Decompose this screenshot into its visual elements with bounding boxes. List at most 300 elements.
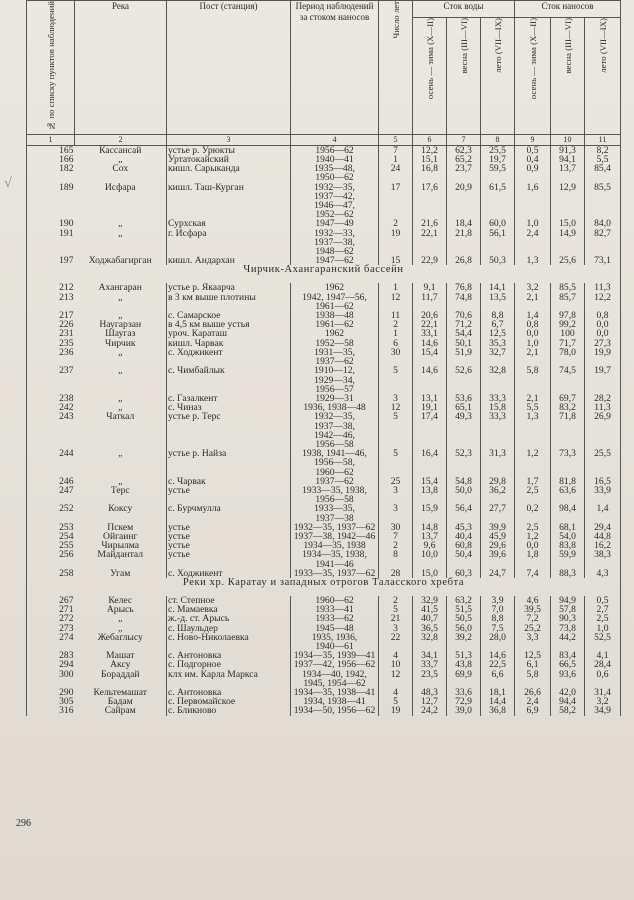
section-title: Реки хр. Каратау и западных отрогов Таласского хребта bbox=[27, 578, 621, 596]
sediment-summer: 84,0 bbox=[585, 219, 621, 228]
sediment-summer: 4,1 bbox=[585, 651, 621, 660]
period: 1960—62 bbox=[291, 596, 379, 605]
sediment-autumn-winter bbox=[515, 422, 551, 431]
water-spring: 60,3 bbox=[447, 569, 481, 578]
river: Ахангаран bbox=[98, 282, 142, 294]
water-summer bbox=[481, 201, 515, 210]
sediment-summer: 12,2 bbox=[585, 293, 621, 302]
sediment-summer: 82,7 bbox=[585, 229, 621, 238]
water-summer: 50,3 bbox=[481, 256, 515, 265]
period: 1948—62 bbox=[291, 247, 379, 256]
river bbox=[75, 238, 167, 247]
point-number: 252 bbox=[27, 504, 75, 513]
sediment-spring: 94,9 bbox=[551, 596, 585, 605]
water-summer: 36,8 bbox=[481, 706, 515, 715]
sediment-summer: 34,9 bbox=[585, 706, 621, 715]
water-summer: 36,2 bbox=[481, 486, 515, 495]
period: 1956—58, bbox=[291, 458, 379, 467]
river: Коксу bbox=[108, 503, 133, 515]
river: Кассансай bbox=[99, 144, 142, 156]
column-number: 10 bbox=[551, 134, 585, 145]
water-spring: 39,2 bbox=[447, 633, 481, 642]
point-number: 258 bbox=[27, 569, 75, 578]
river: Чирылма bbox=[101, 540, 140, 552]
sediment-summer: 1,4 bbox=[585, 504, 621, 513]
point-number: 294 bbox=[27, 660, 75, 669]
water-spring: 53,6 bbox=[447, 394, 481, 403]
station: ст. Степное bbox=[167, 596, 291, 605]
period: 1945—48 bbox=[291, 624, 379, 633]
sediment-autumn-winter bbox=[515, 238, 551, 247]
river bbox=[75, 201, 167, 210]
header-col7: весна (III—VI) bbox=[458, 18, 469, 74]
page-number: 296 bbox=[16, 818, 31, 829]
water-summer: 14,4 bbox=[481, 697, 515, 706]
column-number-row bbox=[27, 134, 621, 145]
station: Сурхская bbox=[167, 219, 291, 228]
sediment-summer: 0,0 bbox=[585, 320, 621, 329]
water-autumn-winter: 10,0 bbox=[413, 550, 447, 559]
header-col10: весна (III—VI) bbox=[562, 18, 573, 74]
water-autumn-winter: 12,7 bbox=[413, 697, 447, 706]
water-spring bbox=[447, 238, 481, 247]
sediment-autumn-winter: 3,2 bbox=[515, 283, 551, 292]
water-summer: 29,6 bbox=[481, 541, 515, 550]
station: устье bbox=[167, 523, 291, 532]
river bbox=[75, 422, 167, 431]
header-col1: № по списку пунктов наблюдений bbox=[45, 1, 56, 131]
table-row bbox=[27, 458, 621, 467]
sediment-summer: 26,9 bbox=[585, 412, 621, 421]
sediment-autumn-winter: 12,5 bbox=[515, 651, 551, 660]
period: 1937—38, bbox=[291, 422, 379, 431]
sediment-autumn-winter: 2,4 bbox=[515, 229, 551, 238]
river: Жебаглысу bbox=[97, 631, 143, 643]
water-summer: 8,8 bbox=[481, 311, 515, 320]
river: „ bbox=[118, 154, 123, 166]
sediment-autumn-winter: 2,1 bbox=[515, 293, 551, 302]
years: 5 bbox=[379, 449, 413, 458]
sediment-summer bbox=[585, 192, 621, 201]
water-spring: 65,1 bbox=[447, 403, 481, 412]
water-autumn-winter bbox=[413, 458, 447, 467]
water-summer: 60,0 bbox=[481, 219, 515, 228]
period: 1937—38, bbox=[291, 238, 379, 247]
sediment-summer: 29,4 bbox=[585, 523, 621, 532]
water-summer: 19,7 bbox=[481, 155, 515, 164]
river: Чирчик bbox=[104, 337, 136, 349]
point-number: 165 bbox=[27, 145, 75, 155]
years bbox=[379, 458, 413, 467]
header-col5: Число лет bbox=[390, 1, 401, 39]
water-autumn-winter: 16,4 bbox=[413, 449, 447, 458]
sediment-spring: 54,0 bbox=[551, 532, 585, 541]
water-autumn-winter: 22,1 bbox=[413, 229, 447, 238]
point-number: 166 bbox=[27, 155, 75, 164]
sediment-summer: 4,3 bbox=[585, 569, 621, 578]
water-autumn-winter: 24,2 bbox=[413, 706, 447, 715]
years: 3 bbox=[379, 504, 413, 513]
water-spring: 65,2 bbox=[447, 155, 481, 164]
water-autumn-winter: 32,8 bbox=[413, 633, 447, 642]
sediment-autumn-winter: 3,3 bbox=[515, 633, 551, 642]
water-autumn-winter: 21,6 bbox=[413, 219, 447, 228]
sediment-autumn-winter: 2,5 bbox=[515, 486, 551, 495]
period: 1950—62 bbox=[291, 173, 379, 182]
water-autumn-winter: 13,8 bbox=[413, 486, 447, 495]
water-summer: 59,5 bbox=[481, 164, 515, 173]
water-spring: 76,8 bbox=[447, 283, 481, 292]
water-summer: 7,5 bbox=[481, 624, 515, 633]
river: „ bbox=[118, 475, 123, 487]
point-number: 191 bbox=[27, 229, 75, 238]
sediment-spring: 71,7 bbox=[551, 339, 585, 348]
river: Бораддай bbox=[100, 668, 140, 680]
header-col9: осень — зима (X—II) bbox=[527, 18, 538, 100]
point-number: 217 bbox=[27, 311, 75, 320]
sediment-spring: 88,3 bbox=[551, 569, 585, 578]
sediment-autumn-winter: 7,4 bbox=[515, 569, 551, 578]
station bbox=[167, 247, 291, 256]
table-row bbox=[27, 486, 621, 495]
point-number: 246 bbox=[27, 477, 75, 486]
years: 10 bbox=[379, 660, 413, 669]
years: 4 bbox=[379, 651, 413, 660]
sediment-autumn-winter: 6,1 bbox=[515, 660, 551, 669]
water-spring: 70,6 bbox=[447, 311, 481, 320]
sediment-spring: 85,7 bbox=[551, 293, 585, 302]
water-spring: 63,2 bbox=[447, 596, 481, 605]
sediment-autumn-winter: 0,8 bbox=[515, 320, 551, 329]
station bbox=[167, 201, 291, 210]
sediment-spring: 42,0 bbox=[551, 688, 585, 697]
sediment-summer: 5,5 bbox=[585, 155, 621, 164]
period: 1952—62 bbox=[291, 210, 379, 219]
sediment-summer: 85,5 bbox=[585, 183, 621, 192]
station bbox=[167, 468, 291, 477]
water-autumn-winter: 33,7 bbox=[413, 660, 447, 669]
point-number: 305 bbox=[27, 697, 75, 706]
sediment-spring: 71,8 bbox=[551, 412, 585, 421]
station: ж.-д. ст. Арысь bbox=[167, 614, 291, 623]
years: 7 bbox=[379, 532, 413, 541]
period: 1962 bbox=[291, 283, 379, 292]
station bbox=[167, 385, 291, 394]
point-number: 244 bbox=[27, 449, 75, 458]
years: 17 bbox=[379, 183, 413, 192]
sediment-summer bbox=[585, 422, 621, 431]
years: 24 bbox=[379, 164, 413, 173]
sediment-autumn-winter: 2,5 bbox=[515, 523, 551, 532]
sediment-spring bbox=[551, 201, 585, 210]
station bbox=[167, 514, 291, 523]
water-summer: 8,8 bbox=[481, 614, 515, 623]
sediment-spring: 94,1 bbox=[551, 155, 585, 164]
table-row bbox=[27, 504, 621, 513]
years bbox=[379, 192, 413, 201]
water-autumn-winter bbox=[413, 376, 447, 385]
water-autumn-winter: 32,9 bbox=[413, 596, 447, 605]
water-spring: 51,9 bbox=[447, 348, 481, 357]
margin-checkmark: √ bbox=[4, 176, 12, 191]
sediment-summer: 33,9 bbox=[585, 486, 621, 495]
water-spring: 43,8 bbox=[447, 660, 481, 669]
sediment-summer: 52,5 bbox=[585, 633, 621, 642]
years: 1 bbox=[379, 155, 413, 164]
sediment-summer: 2,7 bbox=[585, 605, 621, 614]
years: 3 bbox=[379, 394, 413, 403]
years: 5 bbox=[379, 412, 413, 421]
river: Аксу bbox=[110, 659, 131, 671]
sediment-spring: 12,9 bbox=[551, 183, 585, 192]
water-spring: 18,4 bbox=[447, 219, 481, 228]
river: „ bbox=[118, 622, 123, 634]
period: 1937—62 bbox=[291, 357, 379, 366]
sediment-summer: 3,2 bbox=[585, 697, 621, 706]
column-number: 2 bbox=[75, 134, 167, 145]
point-number: 197 bbox=[27, 256, 75, 265]
sediment-spring: 91,3 bbox=[551, 145, 585, 155]
sediment-summer: 16,2 bbox=[585, 541, 621, 550]
period: 1942—46, bbox=[291, 431, 379, 440]
water-spring bbox=[447, 201, 481, 210]
water-summer: 15,8 bbox=[481, 403, 515, 412]
header-col11: лето (VII—IX) bbox=[597, 18, 608, 73]
station: устье bbox=[167, 532, 291, 541]
period: 1929—34, bbox=[291, 376, 379, 385]
sediment-autumn-winter: 1,3 bbox=[515, 412, 551, 421]
station: кишл. Андархан bbox=[167, 256, 291, 265]
station: уроч. Караташ bbox=[167, 329, 291, 338]
water-spring bbox=[447, 458, 481, 467]
years: 1 bbox=[379, 283, 413, 292]
sediment-autumn-winter: 1,3 bbox=[515, 256, 551, 265]
period: 1962 bbox=[291, 329, 379, 338]
point-number: 316 bbox=[27, 706, 75, 715]
sediment-spring: 98,4 bbox=[551, 504, 585, 513]
water-summer: 32,7 bbox=[481, 348, 515, 357]
sediment-autumn-winter: 39,5 bbox=[515, 605, 551, 614]
sediment-summer: 31,4 bbox=[585, 688, 621, 697]
sediment-spring: 83,2 bbox=[551, 403, 585, 412]
station: с. Ходжикент bbox=[167, 569, 291, 578]
sediment-spring: 59,9 bbox=[551, 550, 585, 559]
point-number: 243 bbox=[27, 412, 75, 421]
water-spring: 21,8 bbox=[447, 229, 481, 238]
station: в 3 км выше плотины bbox=[167, 293, 291, 302]
sediment-spring bbox=[551, 238, 585, 247]
period: 1932—33, bbox=[291, 229, 379, 238]
water-summer bbox=[481, 192, 515, 201]
table-row bbox=[27, 366, 621, 375]
sediment-autumn-winter: 0,5 bbox=[515, 145, 551, 155]
water-spring: 56,4 bbox=[447, 504, 481, 513]
point-number bbox=[27, 422, 75, 431]
water-spring: 50,1 bbox=[447, 339, 481, 348]
sediment-summer: 1,0 bbox=[585, 624, 621, 633]
sediment-spring: 66,5 bbox=[551, 660, 585, 669]
station bbox=[167, 210, 291, 219]
point-number: 235 bbox=[27, 339, 75, 348]
water-summer: 56,1 bbox=[481, 229, 515, 238]
sediment-spring: 83,8 bbox=[551, 541, 585, 550]
river bbox=[75, 192, 167, 201]
station bbox=[167, 495, 291, 504]
table-row bbox=[27, 201, 621, 210]
header-col4: Период наблюдений за стоком наносов bbox=[291, 1, 379, 135]
column-number: 11 bbox=[585, 134, 621, 145]
point-number: 238 bbox=[27, 394, 75, 403]
water-autumn-winter: 36,5 bbox=[413, 624, 447, 633]
water-spring bbox=[447, 431, 481, 440]
column-number: 3 bbox=[167, 134, 291, 145]
point-number: 190 bbox=[27, 219, 75, 228]
sediment-autumn-winter: 1,8 bbox=[515, 550, 551, 559]
water-autumn-winter: 15,4 bbox=[413, 348, 447, 357]
point-number: 242 bbox=[27, 403, 75, 412]
period: 1929—31 bbox=[291, 394, 379, 403]
sediment-autumn-winter: 5,8 bbox=[515, 670, 551, 679]
sediment-autumn-winter: 1,6 bbox=[515, 183, 551, 192]
years: 21 bbox=[379, 614, 413, 623]
water-summer: 14,1 bbox=[481, 283, 515, 292]
water-autumn-winter: 33,1 bbox=[413, 329, 447, 338]
sediment-autumn-winter: 1,4 bbox=[515, 311, 551, 320]
water-spring: 72,9 bbox=[447, 697, 481, 706]
point-number: 290 bbox=[27, 688, 75, 697]
period: 1938—48 bbox=[291, 311, 379, 320]
water-autumn-winter: 14,6 bbox=[413, 366, 447, 375]
station: кишл. Сарыканда bbox=[167, 164, 291, 173]
water-summer: 39,9 bbox=[481, 523, 515, 532]
sediment-autumn-winter: 25,2 bbox=[515, 624, 551, 633]
years bbox=[379, 201, 413, 210]
station: кишл. Таш-Курган bbox=[167, 183, 291, 192]
station: устье bbox=[167, 541, 291, 550]
water-autumn-winter: 11,7 bbox=[413, 293, 447, 302]
river bbox=[75, 431, 167, 440]
station bbox=[167, 431, 291, 440]
sediment-spring bbox=[551, 192, 585, 201]
years: 12 bbox=[379, 293, 413, 302]
water-autumn-winter: 12,2 bbox=[413, 145, 447, 155]
water-summer: 27,7 bbox=[481, 504, 515, 513]
point-number: 237 bbox=[27, 366, 75, 375]
years bbox=[379, 431, 413, 440]
period: 1960—62 bbox=[291, 468, 379, 477]
period: 1946—47, bbox=[291, 201, 379, 210]
sediment-autumn-winter: 1,0 bbox=[515, 339, 551, 348]
years: 30 bbox=[379, 348, 413, 357]
sediment-autumn-winter: 0,4 bbox=[515, 155, 551, 164]
water-summer bbox=[481, 376, 515, 385]
column-number: 6 bbox=[413, 134, 447, 145]
water-summer: 18,1 bbox=[481, 688, 515, 697]
years: 11 bbox=[379, 311, 413, 320]
header-col6: осень — зима (X—II) bbox=[424, 18, 435, 100]
sediment-autumn-winter: 1,7 bbox=[515, 477, 551, 486]
river: „ bbox=[118, 402, 123, 414]
station: кишл. Чарвак bbox=[167, 339, 291, 348]
sediment-autumn-winter: 6,9 bbox=[515, 706, 551, 715]
years: 22 bbox=[379, 633, 413, 642]
river: Терс bbox=[110, 484, 130, 496]
sediment-summer: 19,7 bbox=[585, 366, 621, 375]
water-spring: 62,3 bbox=[447, 145, 481, 155]
sediment-spring: 25,6 bbox=[551, 256, 585, 265]
water-summer: 28,0 bbox=[481, 633, 515, 642]
station: устье р. Урюкты bbox=[167, 145, 291, 155]
sediment-spring: 57,8 bbox=[551, 605, 585, 614]
water-summer: 61,5 bbox=[481, 183, 515, 192]
header-water-group: Сток воды bbox=[413, 1, 515, 18]
water-autumn-winter: 17,6 bbox=[413, 183, 447, 192]
sediment-autumn-winter: 0,0 bbox=[515, 329, 551, 338]
period: 1937—38 bbox=[291, 514, 379, 523]
water-summer: 12,5 bbox=[481, 329, 515, 338]
river: Исфара bbox=[104, 181, 136, 193]
point-number: 272 bbox=[27, 614, 75, 623]
water-summer bbox=[481, 458, 515, 467]
water-autumn-winter: 19,1 bbox=[413, 403, 447, 412]
point-number: 254 bbox=[27, 532, 75, 541]
period: 1932—35, 1937—62 bbox=[291, 523, 379, 532]
point-number: 253 bbox=[27, 523, 75, 532]
sediment-spring: 90,3 bbox=[551, 614, 585, 623]
period: 1937—38, 1942—46 bbox=[291, 532, 379, 541]
sediment-autumn-winter bbox=[515, 458, 551, 467]
station bbox=[167, 679, 291, 688]
station bbox=[167, 302, 291, 311]
water-summer: 6,7 bbox=[481, 320, 515, 329]
station: с. Бликново bbox=[167, 706, 291, 715]
water-spring: 69,9 bbox=[447, 670, 481, 679]
period: 1934—35, 1938 bbox=[291, 541, 379, 550]
station: устье bbox=[167, 486, 291, 495]
water-spring: 52,6 bbox=[447, 366, 481, 375]
years: 5 bbox=[379, 697, 413, 706]
station bbox=[167, 422, 291, 431]
water-autumn-winter bbox=[413, 238, 447, 247]
water-summer: 33,3 bbox=[481, 412, 515, 421]
sediment-autumn-winter: 0,0 bbox=[515, 541, 551, 550]
point-number: 255 bbox=[27, 541, 75, 550]
water-spring: 45,3 bbox=[447, 523, 481, 532]
period: 1961—62 bbox=[291, 320, 379, 329]
sediment-summer: 19,9 bbox=[585, 348, 621, 357]
water-summer bbox=[481, 422, 515, 431]
period: 1942, 1947—56, bbox=[291, 293, 379, 302]
sediment-spring: 73,8 bbox=[551, 624, 585, 633]
sediment-spring: 74,5 bbox=[551, 366, 585, 375]
station: в 4,5 км выше устья bbox=[167, 320, 291, 329]
period: 1956—58 bbox=[291, 440, 379, 449]
period: 1956—62 bbox=[291, 145, 379, 155]
water-autumn-winter: 23,5 bbox=[413, 670, 447, 679]
sediment-spring bbox=[551, 431, 585, 440]
water-spring: 60,8 bbox=[447, 541, 481, 550]
period: 1938, 1941—46, bbox=[291, 449, 379, 458]
years: 3 bbox=[379, 624, 413, 633]
sediment-spring bbox=[551, 422, 585, 431]
period: 1935, 1936, bbox=[291, 633, 379, 642]
water-spring bbox=[447, 192, 481, 201]
period: 1945, 1954—62 bbox=[291, 679, 379, 688]
station: с. Бурчмулла bbox=[167, 504, 291, 513]
header-col8: лето (VII—IX) bbox=[492, 18, 503, 73]
river: „ bbox=[118, 448, 123, 460]
years: 28 bbox=[379, 569, 413, 578]
